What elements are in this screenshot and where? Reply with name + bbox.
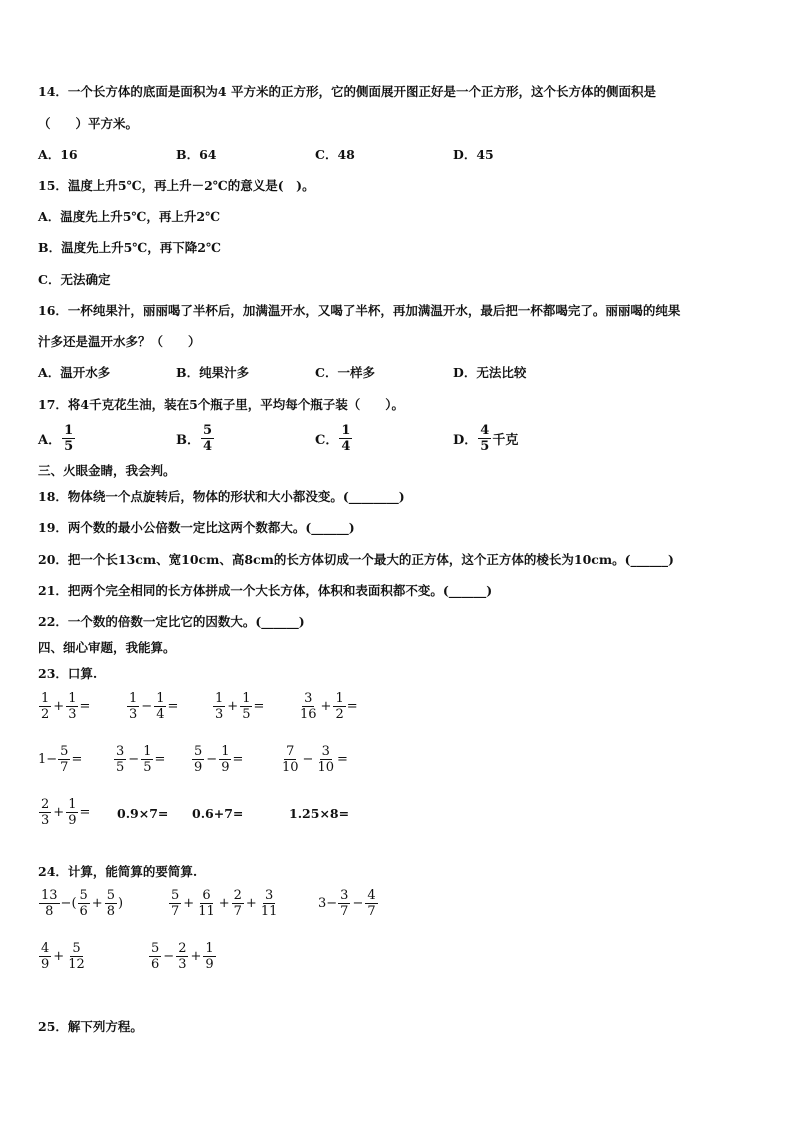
q14-option-d: D．45 <box>453 147 494 162</box>
fraction: $\frac{3}{16}$ <box>300 691 317 722</box>
q15-option-c: C．无法确定 <box>38 272 111 287</box>
q17-option-a <box>38 423 76 454</box>
fraction: $\frac{2}{3}$ <box>178 941 187 972</box>
q19-judge: 19．两个数的最小公倍数一定比这两个数都大。(______) <box>38 520 355 535</box>
q14-option-c: C．48 <box>315 147 355 162</box>
q14-line1: 14．一个长方体的底面是面积为4 平方米的正方形，它的侧面展开图正好是一个正方形，这个长方体的侧面积是 <box>38 84 656 99</box>
fraction: $\frac{1}{2}$ <box>335 691 344 722</box>
q23-expr-9: $\frac{2}{3}$ + $\frac{1}{9}$ = <box>41 797 91 828</box>
q23-title: 23．口算. <box>38 666 98 681</box>
fraction: $\frac{1}{4}$ <box>341 423 351 454</box>
q20-judge: 20．把一个长13cm、宽10cm、高8cm的长方体切成一个最大的正方体，这个正方体的棱长为10cm。(______) <box>38 552 674 567</box>
fraction: $\frac{1}{9}$ <box>68 797 77 828</box>
q23-expr-12: 1.25×8= <box>289 806 350 821</box>
q15-stem: 15．温度上升5℃，再上升－2℃的意义是( )。 <box>38 178 315 193</box>
q22-judge: 22．一个数的倍数一定比它的因数大。(______) <box>38 614 305 629</box>
option-letter: D． <box>453 433 478 448</box>
fraction: $\frac{1}{5}$ <box>64 423 74 454</box>
fraction: $\frac{4}{5}$ <box>480 423 490 454</box>
q24-expr-2: $\frac{5}{7}$ + $\frac{6}{11}$ + $\frac{2}{7}$ + $\frac{3}{11}$ <box>171 888 278 919</box>
option-letter: B． <box>176 433 200 448</box>
q16-line2: 汁多还是温开水多？（ ） <box>38 334 201 349</box>
fraction: $\frac{5}{8}$ <box>106 888 115 919</box>
fraction: $\frac{1}{5}$ <box>242 691 251 722</box>
fraction: $\frac{3}{7}$ <box>340 888 349 919</box>
q24-expr-4: $\frac{4}{9}$ + $\frac{5}{12}$ <box>41 941 85 972</box>
fraction: $\frac{3}{5}$ <box>116 744 125 775</box>
option-letter: A． <box>38 433 62 448</box>
fraction: $\frac{1}{2}$ <box>41 691 50 722</box>
fraction: $\frac{7}{10}$ <box>282 744 299 775</box>
q17-option-b <box>176 423 215 454</box>
fraction: $\frac{1}{3}$ <box>68 691 77 722</box>
q17-stem: 17．将4千克花生油，装在5个瓶子里，平均每个瓶子装（ ）。 <box>38 397 405 412</box>
fraction: $\frac{5}{12}$ <box>68 941 85 972</box>
fraction: $\frac{1}{5}$ <box>143 744 152 775</box>
q25-title: 25．解下列方程。 <box>38 1019 143 1034</box>
fraction: $\frac{4}{9}$ <box>41 941 50 972</box>
q23-expr-4: $\frac{3}{16}$ + $\frac{1}{2}$ = <box>300 691 358 722</box>
fraction: $\frac{5}{6}$ <box>79 888 88 919</box>
q16-line1: 16．一杯纯果汁，丽丽喝了半杯后，加满温开水，又喝了半杯，再加满温开水，最后把一杯都喝完了。丽丽喝的纯果 <box>38 303 681 318</box>
q16-option-d: D．无法比较 <box>453 365 527 380</box>
fraction: $\frac{1}{3}$ <box>215 691 224 722</box>
q23-expr-11: 0.6+7= <box>192 806 244 821</box>
q23-expr-8: $\frac{7}{10}$ − $\frac{3}{10}$ = <box>282 744 348 775</box>
q24-expr-1: $\frac{13}{8}$ −( $\frac{5}{6}$ + $\frac{5}{8}$ ) <box>41 888 124 919</box>
q23-expr-2: $\frac{1}{3}$ − $\frac{1}{4}$ = <box>129 691 179 722</box>
fraction: $\frac{2}{7}$ <box>233 888 242 919</box>
q14-line2: （ ）平方米。 <box>38 116 139 131</box>
q15-option-a: A．温度先上升5℃，再上升2℃ <box>38 209 221 224</box>
unit-label: 千克 <box>492 433 519 448</box>
fraction: $\frac{2}{3}$ <box>41 797 50 828</box>
q17-option-d <box>453 423 518 454</box>
section-heading-3: 三、火眼金睛，我会判。 <box>38 463 176 478</box>
fraction: $\frac{5}{9}$ <box>194 744 203 775</box>
q16-option-a: A．温开水多 <box>38 365 111 380</box>
q21-judge: 21．把两个完全相同的长方体拼成一个大长方体，体积和表面积都不变。(______) <box>38 583 493 598</box>
fraction: $\frac{3}{11}$ <box>260 888 278 919</box>
option-letter: C． <box>315 433 339 448</box>
fraction: $\frac{5}{7}$ <box>171 888 180 919</box>
q24-expr-3: 3− $\frac{3}{7}$ − $\frac{4}{7}$ <box>318 888 376 919</box>
q23-expr-3: $\frac{1}{3}$ + $\frac{1}{5}$ = <box>215 691 265 722</box>
q23-expr-10: 0.9×7= <box>117 806 169 821</box>
q23-expr-7: $\frac{5}{9}$ − $\frac{1}{9}$ = <box>194 744 244 775</box>
section-heading-4: 四、细心审题，我能算。 <box>38 640 176 655</box>
fraction: $\frac{6}{11}$ <box>198 888 215 919</box>
q14-option-a: A．16 <box>38 147 78 162</box>
fraction: $\frac{5}{6}$ <box>151 941 160 972</box>
q24-expr-5: $\frac{5}{6}$ − $\frac{2}{3}$ + $\frac{1}{9}$ <box>151 941 214 972</box>
fraction: $\frac{3}{10}$ <box>317 744 334 775</box>
q16-option-c: C．一样多 <box>315 365 375 380</box>
fraction: $\frac{5}{7}$ <box>60 744 69 775</box>
q14-option-b: B．64 <box>176 147 217 162</box>
fraction: $\frac{1}{9}$ <box>205 941 214 972</box>
fraction: $\frac{4}{7}$ <box>367 888 376 919</box>
fraction: $\frac{5}{4}$ <box>203 423 213 454</box>
q15-option-b: B．温度先上升5℃，再下降2℃ <box>38 240 221 255</box>
q16-option-b: B．纯果汁多 <box>176 365 250 380</box>
q18-judge: 18．物体绕一个点旋转后，物体的形状和大小都没变。(________) <box>38 489 405 504</box>
q24-title: 24．计算，能简算的要简算. <box>38 864 198 879</box>
fraction: $\frac{1}{9}$ <box>221 744 230 775</box>
q17-option-c <box>315 423 353 454</box>
fraction: $\frac{1}{4}$ <box>156 691 165 722</box>
fraction: $\frac{13}{8}$ <box>41 888 58 919</box>
q23-expr-5: 1− $\frac{5}{7}$ = <box>38 744 83 775</box>
q23-expr-6: $\frac{3}{5}$ − $\frac{1}{5}$ = <box>116 744 166 775</box>
fraction: $\frac{1}{3}$ <box>129 691 138 722</box>
q23-expr-1: $\frac{1}{2}$ + $\frac{1}{3}$ = <box>41 691 91 722</box>
